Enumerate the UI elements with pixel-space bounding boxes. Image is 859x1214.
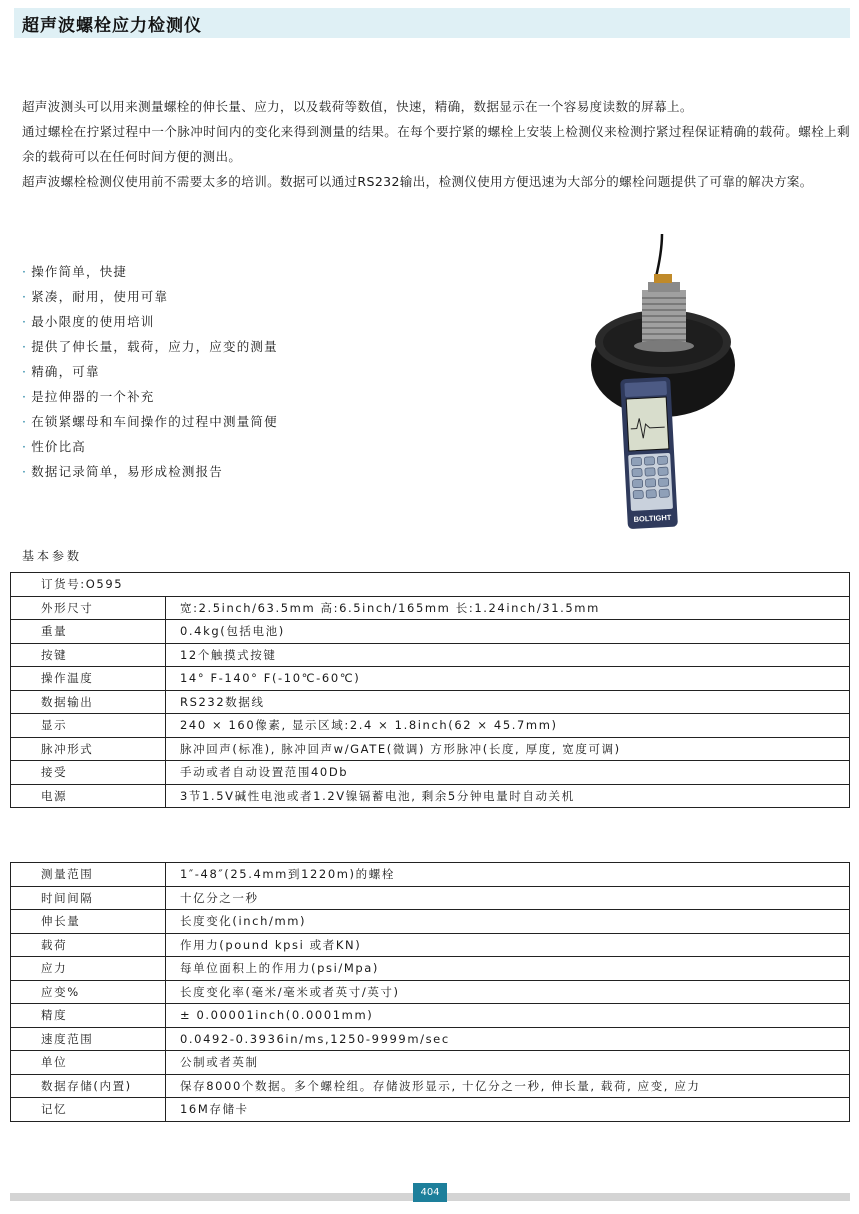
page-number: 404 bbox=[413, 1183, 447, 1202]
section-heading: 基本参数 bbox=[22, 549, 83, 563]
param-label: 接受 bbox=[11, 761, 166, 785]
param-label: 应力 bbox=[11, 957, 166, 981]
param-value: 16M存储卡 bbox=[166, 1098, 850, 1122]
intro-paragraph: 超声波螺栓检测仪使用前不需要太多的培训。数据可以通过RS232输出，检测仪使用方便迅速为大部分的螺栓问题提供了可靠的解决方案。 bbox=[22, 174, 813, 189]
table-row bbox=[11, 980, 850, 1004]
param-value: 保存8000个数据。多个螺栓组。存储波形显示, 十亿分之一秒, 伸长量, 载荷, 应变, 应力 bbox=[166, 1074, 850, 1098]
ultrasonic-bolt-tester-image bbox=[588, 232, 738, 537]
table-row bbox=[11, 667, 850, 691]
bullet-icon: · bbox=[22, 389, 28, 404]
bullet-icon: · bbox=[22, 464, 28, 479]
param-value: 长度变化率(毫米/毫米或者英寸/英寸) bbox=[166, 980, 850, 1004]
device-brand-label: BOLTIGHT bbox=[633, 512, 672, 524]
param-label: 精度 bbox=[11, 1004, 166, 1028]
param-value: 14° F-140° F(-10℃-60℃) bbox=[166, 667, 850, 691]
param-label: 数据存储(内置) bbox=[11, 1074, 166, 1098]
feature-item: · 在锁紧螺母和车间操作的过程中测量简便 bbox=[22, 414, 278, 429]
param-label: 重量 bbox=[11, 620, 166, 644]
order-number: 订货号:O595 bbox=[11, 573, 850, 597]
param-value: 公制或者英制 bbox=[166, 1051, 850, 1075]
param-value: 脉冲回声(标准), 脉冲回声w/GATE(微调) 方形脉冲(长度, 厚度, 宽度可调) bbox=[166, 737, 850, 761]
feature-item: · 紧凑，耐用，使用可靠 bbox=[22, 289, 169, 304]
bullet-icon: · bbox=[22, 264, 28, 279]
param-label: 外形尺寸 bbox=[11, 596, 166, 620]
bullet-icon: · bbox=[22, 414, 28, 429]
param-value: 作用力(pound kpsi 或者KN) bbox=[166, 933, 850, 957]
table-row bbox=[11, 690, 850, 714]
table-row bbox=[11, 1074, 850, 1098]
param-label: 载荷 bbox=[11, 933, 166, 957]
param-value: 0.4kg(包括电池) bbox=[166, 620, 850, 644]
param-value: 手动或者自动设置范围40Db bbox=[166, 761, 850, 785]
param-label: 伸长量 bbox=[11, 910, 166, 934]
page-title: 超声波螺栓应力检测仪 bbox=[22, 16, 202, 36]
table-row bbox=[11, 863, 850, 887]
table-row bbox=[11, 886, 850, 910]
param-value: 3节1.5V碱性电池或者1.2V镍镉蓄电池, 剩余5分钟电量时自动关机 bbox=[166, 784, 850, 808]
param-label: 电源 bbox=[11, 784, 166, 808]
param-value: 宽:2.5inch/63.5mm 高:6.5inch/165mm 长:1.24inch/31.5mm bbox=[166, 596, 850, 620]
title-bar bbox=[14, 8, 850, 38]
table-row bbox=[11, 643, 850, 667]
intro-text bbox=[22, 94, 850, 194]
bullet-icon: · bbox=[22, 364, 28, 379]
param-value: 长度变化(inch/mm) bbox=[166, 910, 850, 934]
table-row bbox=[11, 784, 850, 808]
table-row bbox=[11, 737, 850, 761]
feature-list bbox=[22, 259, 278, 484]
param-label: 速度范围 bbox=[11, 1027, 166, 1051]
feature-item: · 数据记录简单，易形成检测报告 bbox=[22, 464, 223, 479]
table-row bbox=[11, 761, 850, 785]
param-label: 按键 bbox=[11, 643, 166, 667]
feature-item: · 操作简单，快捷 bbox=[22, 264, 128, 279]
param-label: 单位 bbox=[11, 1051, 166, 1075]
param-label: 数据输出 bbox=[11, 690, 166, 714]
table-row bbox=[11, 933, 850, 957]
feature-item: · 提供了伸长量，载荷，应力，应变的测量 bbox=[22, 339, 278, 354]
param-value: 0.0492-0.3936in/ms,1250-9999m/sec bbox=[166, 1027, 850, 1051]
feature-item: · 性价比高 bbox=[22, 439, 86, 454]
bullet-icon: · bbox=[22, 314, 28, 329]
table-row bbox=[11, 620, 850, 644]
intro-paragraph: 超声波测头可以用来测量螺栓的伸长量、应力，以及载荷等数值，快速，精确，数据显示在一个容易度读数的屏幕上。 bbox=[22, 99, 693, 114]
basic-parameters-table bbox=[10, 572, 850, 808]
param-value: 每单位面积上的作用力(psi/Mpa) bbox=[166, 957, 850, 981]
table-row bbox=[11, 957, 850, 981]
table-row bbox=[11, 714, 850, 738]
param-label: 应变% bbox=[11, 980, 166, 1004]
table-row bbox=[11, 1004, 850, 1028]
param-value: ± 0.00001inch(0.0001mm) bbox=[166, 1004, 850, 1028]
param-label: 记忆 bbox=[11, 1098, 166, 1122]
table-row bbox=[11, 1098, 850, 1122]
param-label: 时间间隔 bbox=[11, 886, 166, 910]
intro-paragraph: 通过螺栓在拧紧过程中一个脉冲时间内的变化来得到测量的结果。在每个要拧紧的螺栓上安装上检测仪来检测拧紧过程保证精确的载荷。螺栓上剩余的载荷可以在任何时间方便的测出。 bbox=[22, 124, 850, 164]
param-label: 操作温度 bbox=[11, 667, 166, 691]
param-label: 脉冲形式 bbox=[11, 737, 166, 761]
measurement-parameters-table bbox=[10, 862, 850, 1122]
bullet-icon: · bbox=[22, 289, 28, 304]
param-label: 显示 bbox=[11, 714, 166, 738]
bullet-icon: · bbox=[22, 339, 28, 354]
param-label: 测量范围 bbox=[11, 863, 166, 887]
table-row bbox=[11, 596, 850, 620]
table-row bbox=[11, 573, 850, 597]
feature-item: · 是拉伸器的一个补充 bbox=[22, 389, 155, 404]
feature-item: · 精确，可靠 bbox=[22, 364, 100, 379]
param-value: 240 × 160像素, 显示区域:2.4 × 1.8inch(62 × 45.7mm) bbox=[166, 714, 850, 738]
param-value: RS232数据线 bbox=[166, 690, 850, 714]
param-value: 十亿分之一秒 bbox=[166, 886, 850, 910]
table-row bbox=[11, 910, 850, 934]
table-row bbox=[11, 1051, 850, 1075]
bullet-icon: · bbox=[22, 439, 28, 454]
param-value: 12个触摸式按键 bbox=[166, 643, 850, 667]
param-value: 1″-48″(25.4mm到1220m)的螺栓 bbox=[166, 863, 850, 887]
table-row bbox=[11, 1027, 850, 1051]
feature-item: · 最小限度的使用培训 bbox=[22, 314, 155, 329]
